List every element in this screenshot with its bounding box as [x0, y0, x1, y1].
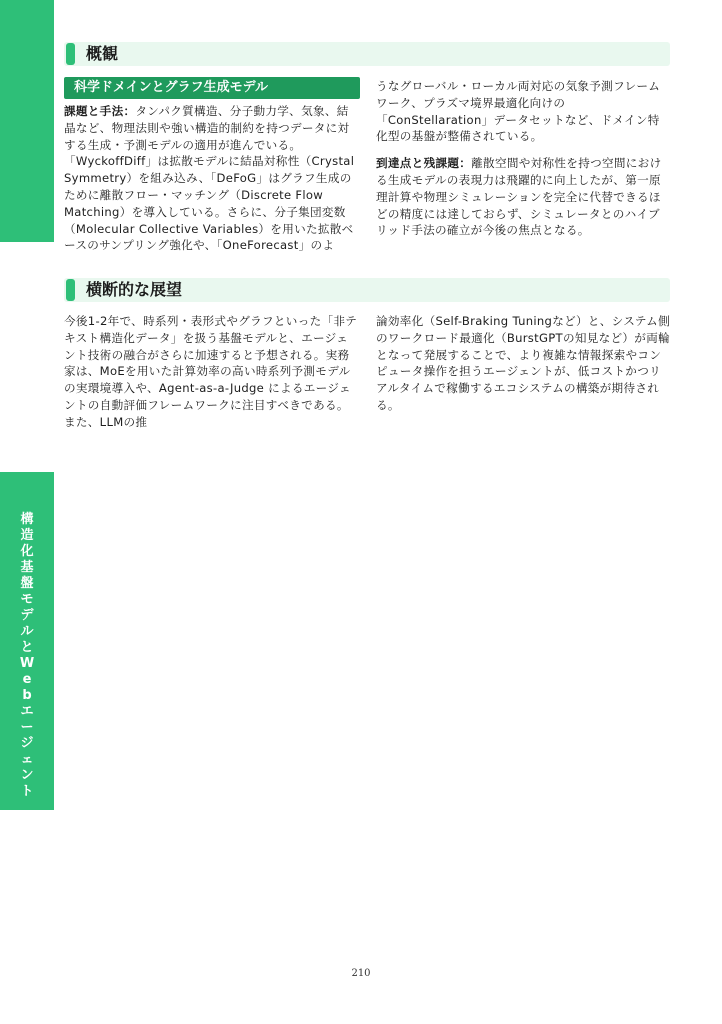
chapter-title-char: 基	[20, 560, 34, 575]
paragraph: 論効率化（Self-Braking Tuningなど）と、システム側のワークロード最適化（BurstGPTの知見など）が両輪となって発展することで、より複雑な情報探索やコンピュータ操作を担うエージェントが、低コストかつリアルタイムで稼働するエコシステムの構築が期待される。	[376, 314, 670, 412]
paragraph	[376, 155, 670, 239]
outlook-right-column	[376, 313, 670, 414]
chapter-title-char: 化	[20, 544, 34, 559]
chapter-title-char: デ	[20, 608, 34, 623]
paragraph	[376, 78, 670, 145]
paragraph-keyword: 到達点と残課題：	[376, 156, 472, 171]
outlook-left-column	[64, 313, 360, 431]
chapter-title-char: ン	[20, 768, 34, 783]
page-number: 210	[351, 968, 371, 979]
chapter-title-char: と	[20, 640, 34, 655]
chapter-title-vertical	[0, 512, 54, 800]
chapter-title-char: 造	[20, 528, 34, 543]
chapter-tab-side	[0, 472, 54, 810]
chapter-title-char: b	[22, 688, 32, 703]
chapter-title-char: e	[22, 672, 32, 687]
section-title: 概観	[86, 44, 119, 63]
subsection-title: 科学ドメインとグラフ生成モデル	[74, 80, 268, 95]
paragraph-text: タンパク質構造、分子動力学、気象、結晶など、物理法則や強い構造的制約を持つデータに対する生成・予測モデルの適用が進んでいる。「WyckoffDiff」は拡散モデルに結晶対称性（Crystal Symmetry）を組み込み、「DeFoG」はグラフ生成のために離散フロー・マッチング（Discrete Flow Matching）を導入している。さらに、分子集団変数（Molecular Collective Variables）を用いた拡散ベースのサンプリング強化や、「OneForecast」のよ	[64, 104, 355, 253]
paragraph-text: 離散空間や対称性を持つ空間における生成モデルの表現力は飛躍的に向上したが、第一原理計算や物理シミュレーションを完全に代替できるほどの精度には達しておらず、シミュレータとのハイブリッド手法の確立が今後の焦点となる。	[376, 156, 662, 238]
chapter-title-char: 構	[20, 512, 34, 527]
heading-marker	[66, 279, 75, 301]
section-heading-outlook	[64, 278, 670, 302]
paragraph: 今後1-2年で、時系列・表形式やグラフといった「非テキスト構造化データ」を扱う基盤モデルと、エージェント技術の融合がさらに加速すると予想される。実務家は、MoEを用いた計算効率の高い時系列予測モデルの実環境導入や、Agent-as-a-Judge によるエージェントの自動評価フレームワークに注目すべきである。また、LLMの推	[64, 314, 358, 429]
paragraph-text: うなグローバル・ローカル両対応の気象予測フレームワーク、プラズマ境界最適化向けの「ConStellaration」データセットなど、ドメイン特化型の基盤が整備されている。	[376, 79, 661, 144]
chapter-title-char: ル	[20, 624, 34, 639]
chapter-title-char: ト	[20, 784, 34, 799]
chapter-title-char: ー	[20, 720, 34, 735]
chapter-title-char: W	[19, 656, 35, 671]
paragraph	[64, 103, 360, 254]
heading-marker	[66, 43, 75, 65]
chapter-title-char: エ	[20, 704, 34, 719]
subsection-heading-bar	[64, 77, 360, 99]
chapter-title-char: ジ	[20, 736, 34, 751]
chapter-title-char: 盤	[20, 576, 34, 591]
section-title: 横断的な展望	[86, 280, 183, 299]
overview-left-column	[64, 103, 360, 254]
paragraph-keyword: 課題と手法：	[64, 104, 136, 118]
overview-right-column	[376, 78, 670, 239]
chapter-title-char: ェ	[20, 752, 34, 767]
chapter-title-char: モ	[20, 592, 34, 607]
chapter-tab-top	[0, 0, 54, 242]
section-heading-overview	[64, 42, 670, 66]
